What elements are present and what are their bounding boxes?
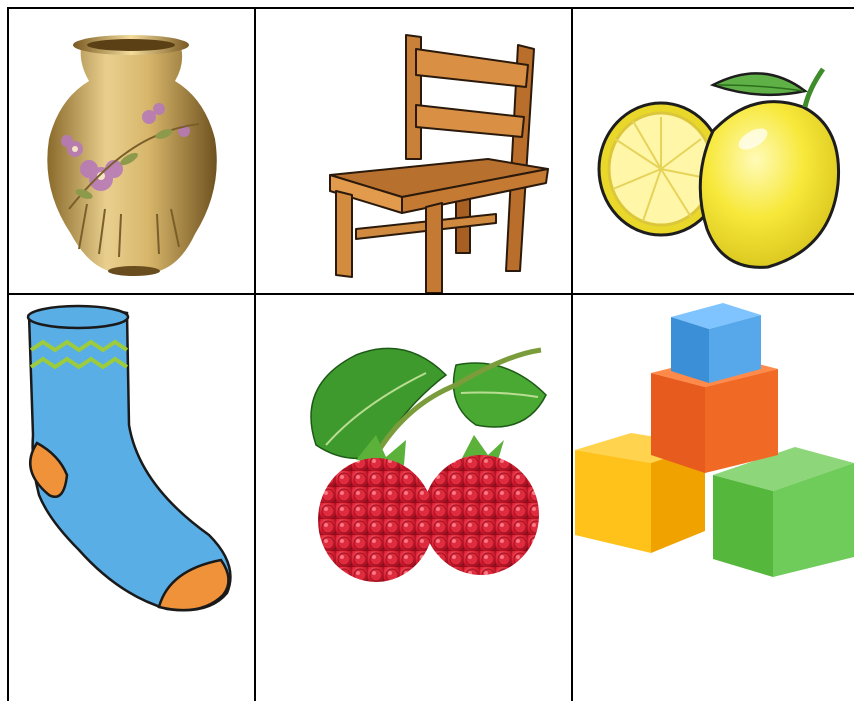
card-toy-blocks (573, 295, 854, 701)
lemon-icon (573, 9, 854, 293)
chair-icon (256, 9, 571, 293)
card-chair (256, 9, 571, 293)
raspberry-icon (256, 295, 571, 701)
toy-blocks-icon (573, 295, 854, 701)
card-raspberry (256, 295, 571, 701)
card-vase (9, 9, 254, 293)
vase-icon (9, 9, 254, 293)
card-lemon (573, 9, 854, 293)
card-sock (9, 295, 254, 701)
sock-icon (9, 295, 254, 701)
